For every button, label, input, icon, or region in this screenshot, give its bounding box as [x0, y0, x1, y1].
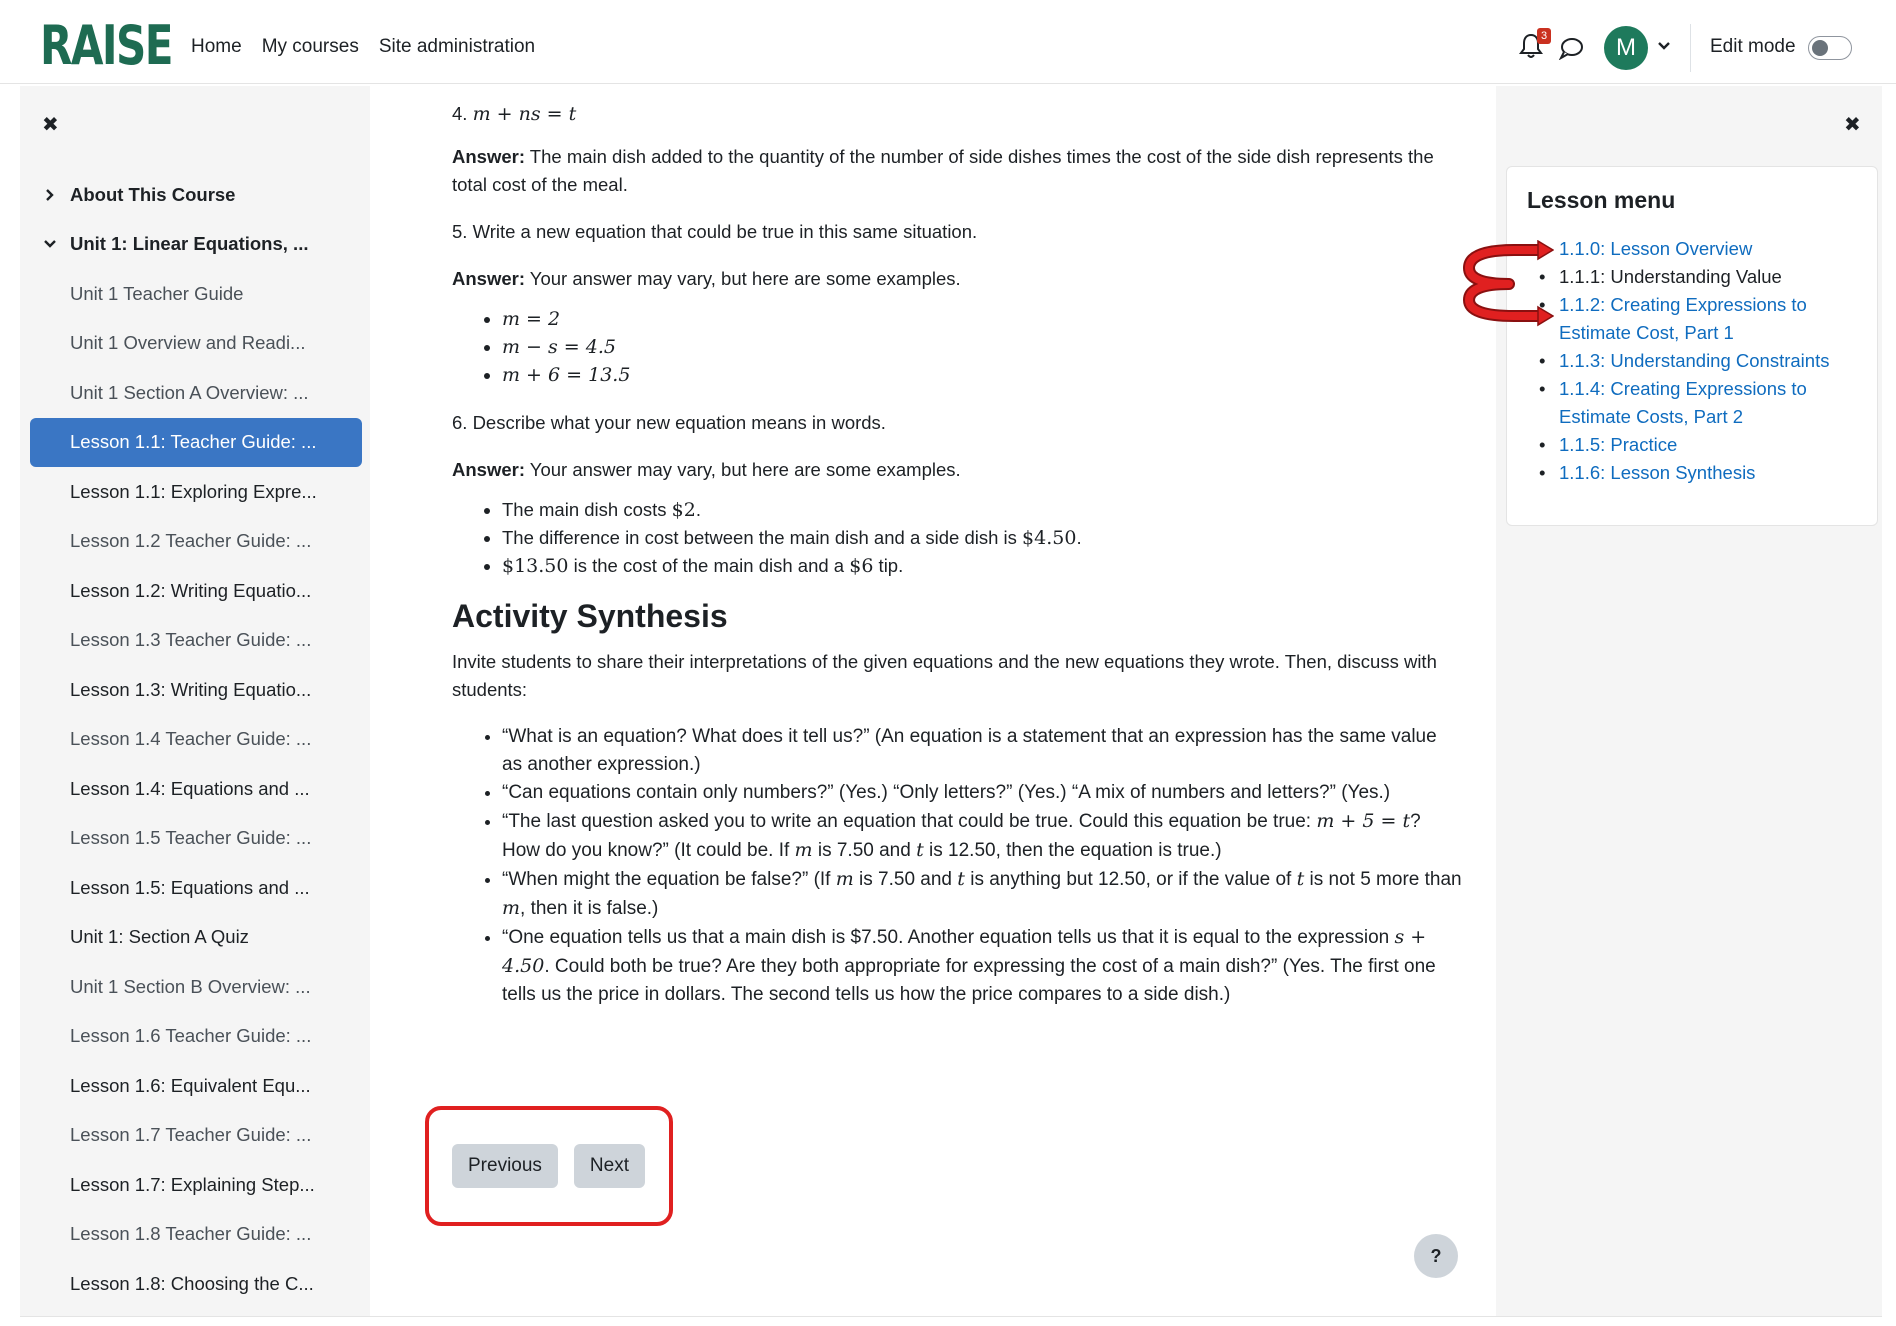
course-index-item[interactable] [30, 517, 362, 567]
course-index-label: Lesson 1.7: Explaining Step... [70, 1173, 315, 1195]
user-menu-chevron-down-icon[interactable] [1656, 38, 1672, 54]
edit-mode-toggle[interactable] [1808, 36, 1852, 60]
course-index-label: Unit 1: Section A Quiz [70, 926, 249, 948]
lesson-menu-item-1-1-3[interactable]: • 1.1.3: Understanding Constraints [1527, 347, 1867, 375]
chevron-down-icon[interactable] [42, 236, 70, 252]
course-index-label: Unit 1 Overview and Readi... [70, 332, 306, 354]
course-index-label: Lesson 1.6 Teacher Guide: ... [70, 1025, 312, 1047]
navbar [0, 0, 1896, 84]
question-6: 6. Describe what your new equation means in words. [452, 412, 886, 433]
list-item: • “One equation tells us that a main dish is $7.50. Another equation tells us that it is equal to the expression s + 4.50. Could both be true? Are they both appropriate for expressing the cost of a main dish?” (Yes. The first one tells us the price in dollars. The second tells us how the price compares to a side dish.) [502, 923, 1462, 1009]
lesson-menu-list [1527, 235, 1867, 487]
chevron-right-icon[interactable] [42, 187, 70, 203]
course-index-label: Lesson 1.8 Teacher Guide: ... [70, 1223, 312, 1245]
lesson-menu-item-1-1-5[interactable]: • 1.1.5: Practice [1527, 431, 1867, 459]
course-index-label: About This Course [70, 183, 236, 205]
course-index-label: Lesson 1.7 Teacher Guide: ... [70, 1124, 312, 1146]
course-index-item[interactable] [30, 962, 362, 1012]
course-index-item[interactable] [30, 814, 362, 864]
lesson-menu-block [1506, 166, 1878, 526]
course-index-item[interactable] [30, 863, 362, 913]
course-index-item[interactable] [30, 616, 362, 666]
answer-4: Answer: The main dish added to the quantity of the number of side dishes times the cost of the side dish represents the total cost of the meal. [452, 146, 1434, 195]
list-item: • The difference in cost between the main dish and a side dish is $4.50. [502, 524, 1462, 552]
course-index-label: Unit 1 Section B Overview: ... [70, 975, 311, 997]
list-item: • “When might the equation be false?” (If m is 7.50 and t is anything but 12.50, or if the value of t is not 5 more than m, then it is false.) [502, 865, 1462, 923]
answer-5: Answer: Your answer may vary, but here are some examples. [452, 268, 961, 289]
course-index-item[interactable] [30, 368, 362, 418]
course-index-label: Lesson 1.3: Writing Equatio... [70, 678, 312, 700]
course-index-label: Lesson 1.3 Teacher Guide: ... [70, 629, 312, 651]
course-index-item[interactable] [30, 1061, 362, 1111]
edit-mode-label: Edit mode [1710, 36, 1796, 57]
discussion-list [452, 723, 1462, 1009]
site-logo[interactable]: RAISE [40, 14, 173, 77]
list-item: • m − s = 4.5 [502, 333, 1462, 361]
next-button[interactable]: Next [574, 1144, 645, 1188]
course-index-drawer [20, 86, 370, 1316]
list-item: • m + 6 = 13.5 [502, 361, 1462, 389]
user-avatar[interactable]: M [1604, 26, 1648, 70]
course-index-item[interactable] [30, 1160, 362, 1210]
list-item: • “Can equations contain only numbers?” (Yes.) “Only letters?” (Yes.) “A mix of numbers and letters?” (Yes.) [502, 779, 1462, 807]
course-index-label: Lesson 1.2: Writing Equatio... [70, 579, 312, 601]
primary-navigation [191, 36, 535, 58]
synthesis-intro: Invite students to share their interpretations of the given equations and the new equations they wrote. Then, discuss with students: [452, 651, 1437, 700]
course-index-label: Unit 1 Teacher Guide [70, 282, 244, 304]
pagination-buttons [452, 1144, 645, 1188]
course-index-label: Lesson 1.8: Choosing the C... [70, 1272, 314, 1294]
course-index-item[interactable] [30, 467, 362, 517]
course-index-label: Lesson 1.4 Teacher Guide: ... [70, 728, 312, 750]
navbar-divider [1690, 24, 1691, 72]
main-content [452, 100, 1462, 1025]
course-index-item[interactable] [30, 1111, 362, 1161]
lesson-menu-title: Lesson menu [1527, 187, 1676, 213]
course-index-label: Lesson 1.1: Teacher Guide: ... [70, 431, 317, 453]
course-index-label: Unit 1 Section A Overview: ... [70, 381, 309, 403]
course-index-label: Lesson 1.1: Exploring Expre... [70, 480, 317, 502]
list-item: • “What is an equation? What does it tell us?” (An equation is a statement that an expression has the same value as another expression.) [502, 723, 1462, 779]
course-index-item[interactable] [30, 1259, 362, 1309]
lesson-menu-item-1-1-4[interactable]: • 1.1.4: Creating Expressions to Estimate Costs, Part 2 [1527, 375, 1867, 431]
previous-button[interactable]: Previous [452, 1144, 558, 1188]
help-button[interactable]: ? [1414, 1234, 1458, 1278]
answer-6: Answer: Your answer may vary, but here are some examples. [452, 459, 961, 480]
course-index-item[interactable] [30, 418, 362, 468]
course-index-item[interactable] [30, 715, 362, 765]
course-index-item[interactable] [30, 764, 362, 814]
course-index-item[interactable] [30, 1210, 362, 1260]
course-index-label: Lesson 1.2 Teacher Guide: ... [70, 530, 312, 552]
lesson-menu-item-1-1-6[interactable]: • 1.1.6: Lesson Synthesis [1527, 459, 1867, 487]
course-index-label: Lesson 1.4: Equations and ... [70, 777, 310, 799]
nav-home-link[interactable]: Home [191, 36, 242, 57]
lesson-menu-item-1-1-0[interactable]: • 1.1.0: Lesson Overview [1527, 235, 1867, 263]
course-index-item[interactable] [30, 566, 362, 616]
course-index [30, 170, 362, 1309]
lesson-menu-item-1-1-1: • 1.1.1: Understanding Value [1527, 263, 1867, 291]
messages-chat-icon[interactable] [1558, 36, 1584, 60]
activity-synthesis-heading: Activity Synthesis [452, 598, 728, 634]
list-item: • The main dish costs $2. [502, 496, 1462, 524]
lesson-menu-item-1-1-2[interactable]: • 1.1.2: Creating Expressions to Estimate Cost, Part 1 [1527, 291, 1867, 347]
course-index-item[interactable] [30, 269, 362, 319]
nav-site-administration-link[interactable]: Site administration [378, 36, 536, 57]
list-item: • “The last question asked you to write an equation that could be true. Could this equation be true: m + 5 = t? How do you know?” (It could be. If m is 7.50 and t is 12.50, then the equation is true.) [502, 807, 1462, 865]
list-item: • m = 2 [502, 305, 1462, 333]
course-index-label: Lesson 1.5 Teacher Guide: ... [70, 827, 312, 849]
course-index-item[interactable] [30, 913, 362, 963]
close-course-index-icon[interactable]: ✖ [42, 114, 59, 136]
course-index-label: Lesson 1.5: Equations and ... [70, 876, 310, 898]
course-index-section[interactable] [30, 170, 362, 220]
course-index-label: Lesson 1.6: Equivalent Equ... [70, 1074, 311, 1096]
page-bottom-border [20, 1316, 1882, 1317]
list-item: • $13.50 is the cost of the main dish and a $6 tip. [502, 552, 1462, 580]
equation-m-plus-ns-equals-t: m + ns = t [472, 103, 577, 125]
course-index-section[interactable] [30, 220, 362, 270]
word-examples-list [452, 496, 1462, 580]
annotation-curved-arrows-icon [1454, 240, 1554, 330]
equation-examples-list [452, 305, 1462, 389]
course-index-item[interactable] [30, 665, 362, 715]
nav-my-courses-link[interactable]: My courses [261, 36, 359, 57]
close-block-drawer-icon[interactable]: ✖ [1844, 114, 1861, 136]
course-index-item[interactable] [30, 1012, 362, 1062]
course-index-item[interactable] [30, 319, 362, 369]
question-5: 5. Write a new equation that could be true in this same situation. [452, 221, 978, 242]
question-4: 4. m + ns = t [452, 103, 577, 125]
course-index-label: Unit 1: Linear Equations, ... [70, 233, 309, 255]
notification-count-badge: 3 [1537, 28, 1551, 44]
